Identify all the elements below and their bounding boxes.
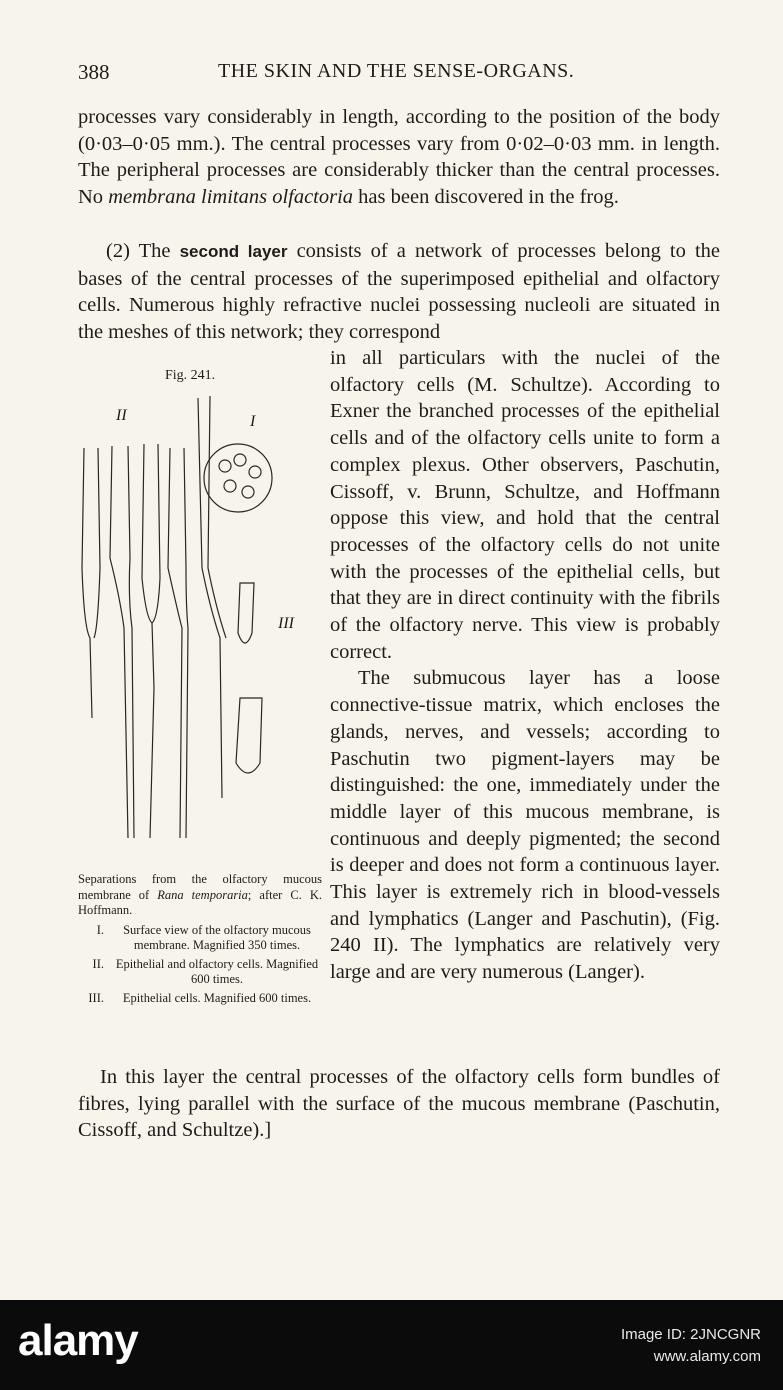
olfactory-cell-2-side [208,396,226,638]
caption-item-numeral: I. [96,922,104,937]
fig-label-III: III [278,615,294,632]
paragraph-2-bold: second layer [179,242,288,261]
page-header [78,60,718,88]
caption-italic: Rana temporaria [157,887,248,902]
epithelial-cell-3-side [184,448,188,838]
final-paragraph: In this layer the central processes of the olfactory cells form bundles of fibres, lying parallel with the surface of the mucous membrane (Paschutin, Cissoff, and Schultze).] [78,1066,720,1142]
epithelial-cell-2-side [128,446,134,838]
cell-drawings [82,396,272,838]
surface-cell-a [219,460,231,472]
caption-item-text: Epithelial and olfactory cells. Magnified 600 times. [115,956,319,986]
epithelial-cell-III-b [236,698,262,773]
alamy-logo: alamy [18,1316,138,1365]
running-title: THE SKIN AND THE SENSE-ORGANS. [218,60,575,82]
surface-cell-d [224,480,236,492]
paragraph-2-intro: (2) The [106,240,180,262]
olfactory-cell-1 [142,444,160,623]
fig-label-I: I [250,413,256,430]
page-number: 388 [78,60,110,84]
caption-item-text: Epithelial cells. Magnified 600 times. [122,990,312,1005]
caption-item-text: Surface view of the olfactory mucous membrane. Magnified 350 times. [123,922,311,952]
site-url: www.alamy.com [653,1348,761,1365]
watermark-bar [0,1300,783,1390]
caption-lead [78,872,322,919]
surface-cell-e [242,486,254,498]
caption-item-III [78,991,322,1007]
paragraph-1-italic: membrana limitans olfactoria [108,186,354,209]
continuation-paragraph: in all particulars with the nuclei of the olfactory cells (M. Schultze). According to Exner the branched processes of the epithelial cells and of the olfactory cells unite to form a complex plexus. Other observers, Paschutin, Cissoff, v. Brunn, Schultze, and Hoffmann oppose this view, and hold that the central processes of the olfactory cells do not unite with the processes of the epithelial cells, but that they are in direct continuity with the fibrils of the olfactory nerve. This view is probably correct. [330,347,720,663]
paragraph-1-text: processes vary considerably in length, according to the position of the body (0·03–0·05 mm.). The central processes vary from 0·02–0·03 mm. in length. The peripheral processes are considerably thicker than the central processes. No [78,106,720,209]
olfactory-cells-illustration [70,368,320,868]
epithelial-cell-1 [82,448,92,718]
figure-241 [70,368,320,868]
surface-cell-b [234,454,246,466]
caption-end: ; after C. K. Hoffmann. [78,887,322,917]
surface-cell-c [249,466,261,478]
image-id: Image ID: 2JNCGNR [620,1326,761,1343]
caption-item-numeral: II. [92,956,104,971]
watermark-info [621,1324,761,1368]
right-column [330,345,720,986]
olfactory-fibre-1 [150,623,154,838]
epithelial-cell-2 [110,446,128,838]
paragraph-2-text: consists of a network of processes belong to the bases of the central processes of the superimposed epithelial and olfactory cells. Numerous highly refractive nuclei possessing nucleoli are situated in the meshes of this network; they correspond [78,240,720,344]
caption-text: Separations from the olfactory mucous membrane of [78,872,322,902]
paragraph-1-end: has been discovered in the frog. [353,186,619,209]
submucous-paragraph: The submucous layer has a loose connective-tissue matrix, which encloses the glands, nerves, and vessels; according to Paschutin two pigment-layers may be distinguished: the one, immediately under the middle layer of this mucous membrane, is continuous and deeply pigmented; the second is deeper and does not form a continuous layer. This layer is extremely rich in blood-vessels and lymphatics (Langer and Paschutin), (Fig. 240 II). The lymphatics are relatively very large and are very numerous (Langer). [330,667,720,984]
fig-label-II: II [116,407,127,424]
figure-title: Fig. 241. [165,368,216,383]
paragraph-2 [78,238,720,346]
epithelial-cell-3 [168,448,182,838]
epithelial-cell-1-side [94,448,100,638]
epithelial-cell-III-a [238,583,254,643]
caption-item-II [78,957,322,988]
paragraph-1 [78,104,720,211]
figure-caption [78,872,322,1009]
caption-item-I [78,923,322,954]
caption-item-numeral: III. [88,990,104,1005]
